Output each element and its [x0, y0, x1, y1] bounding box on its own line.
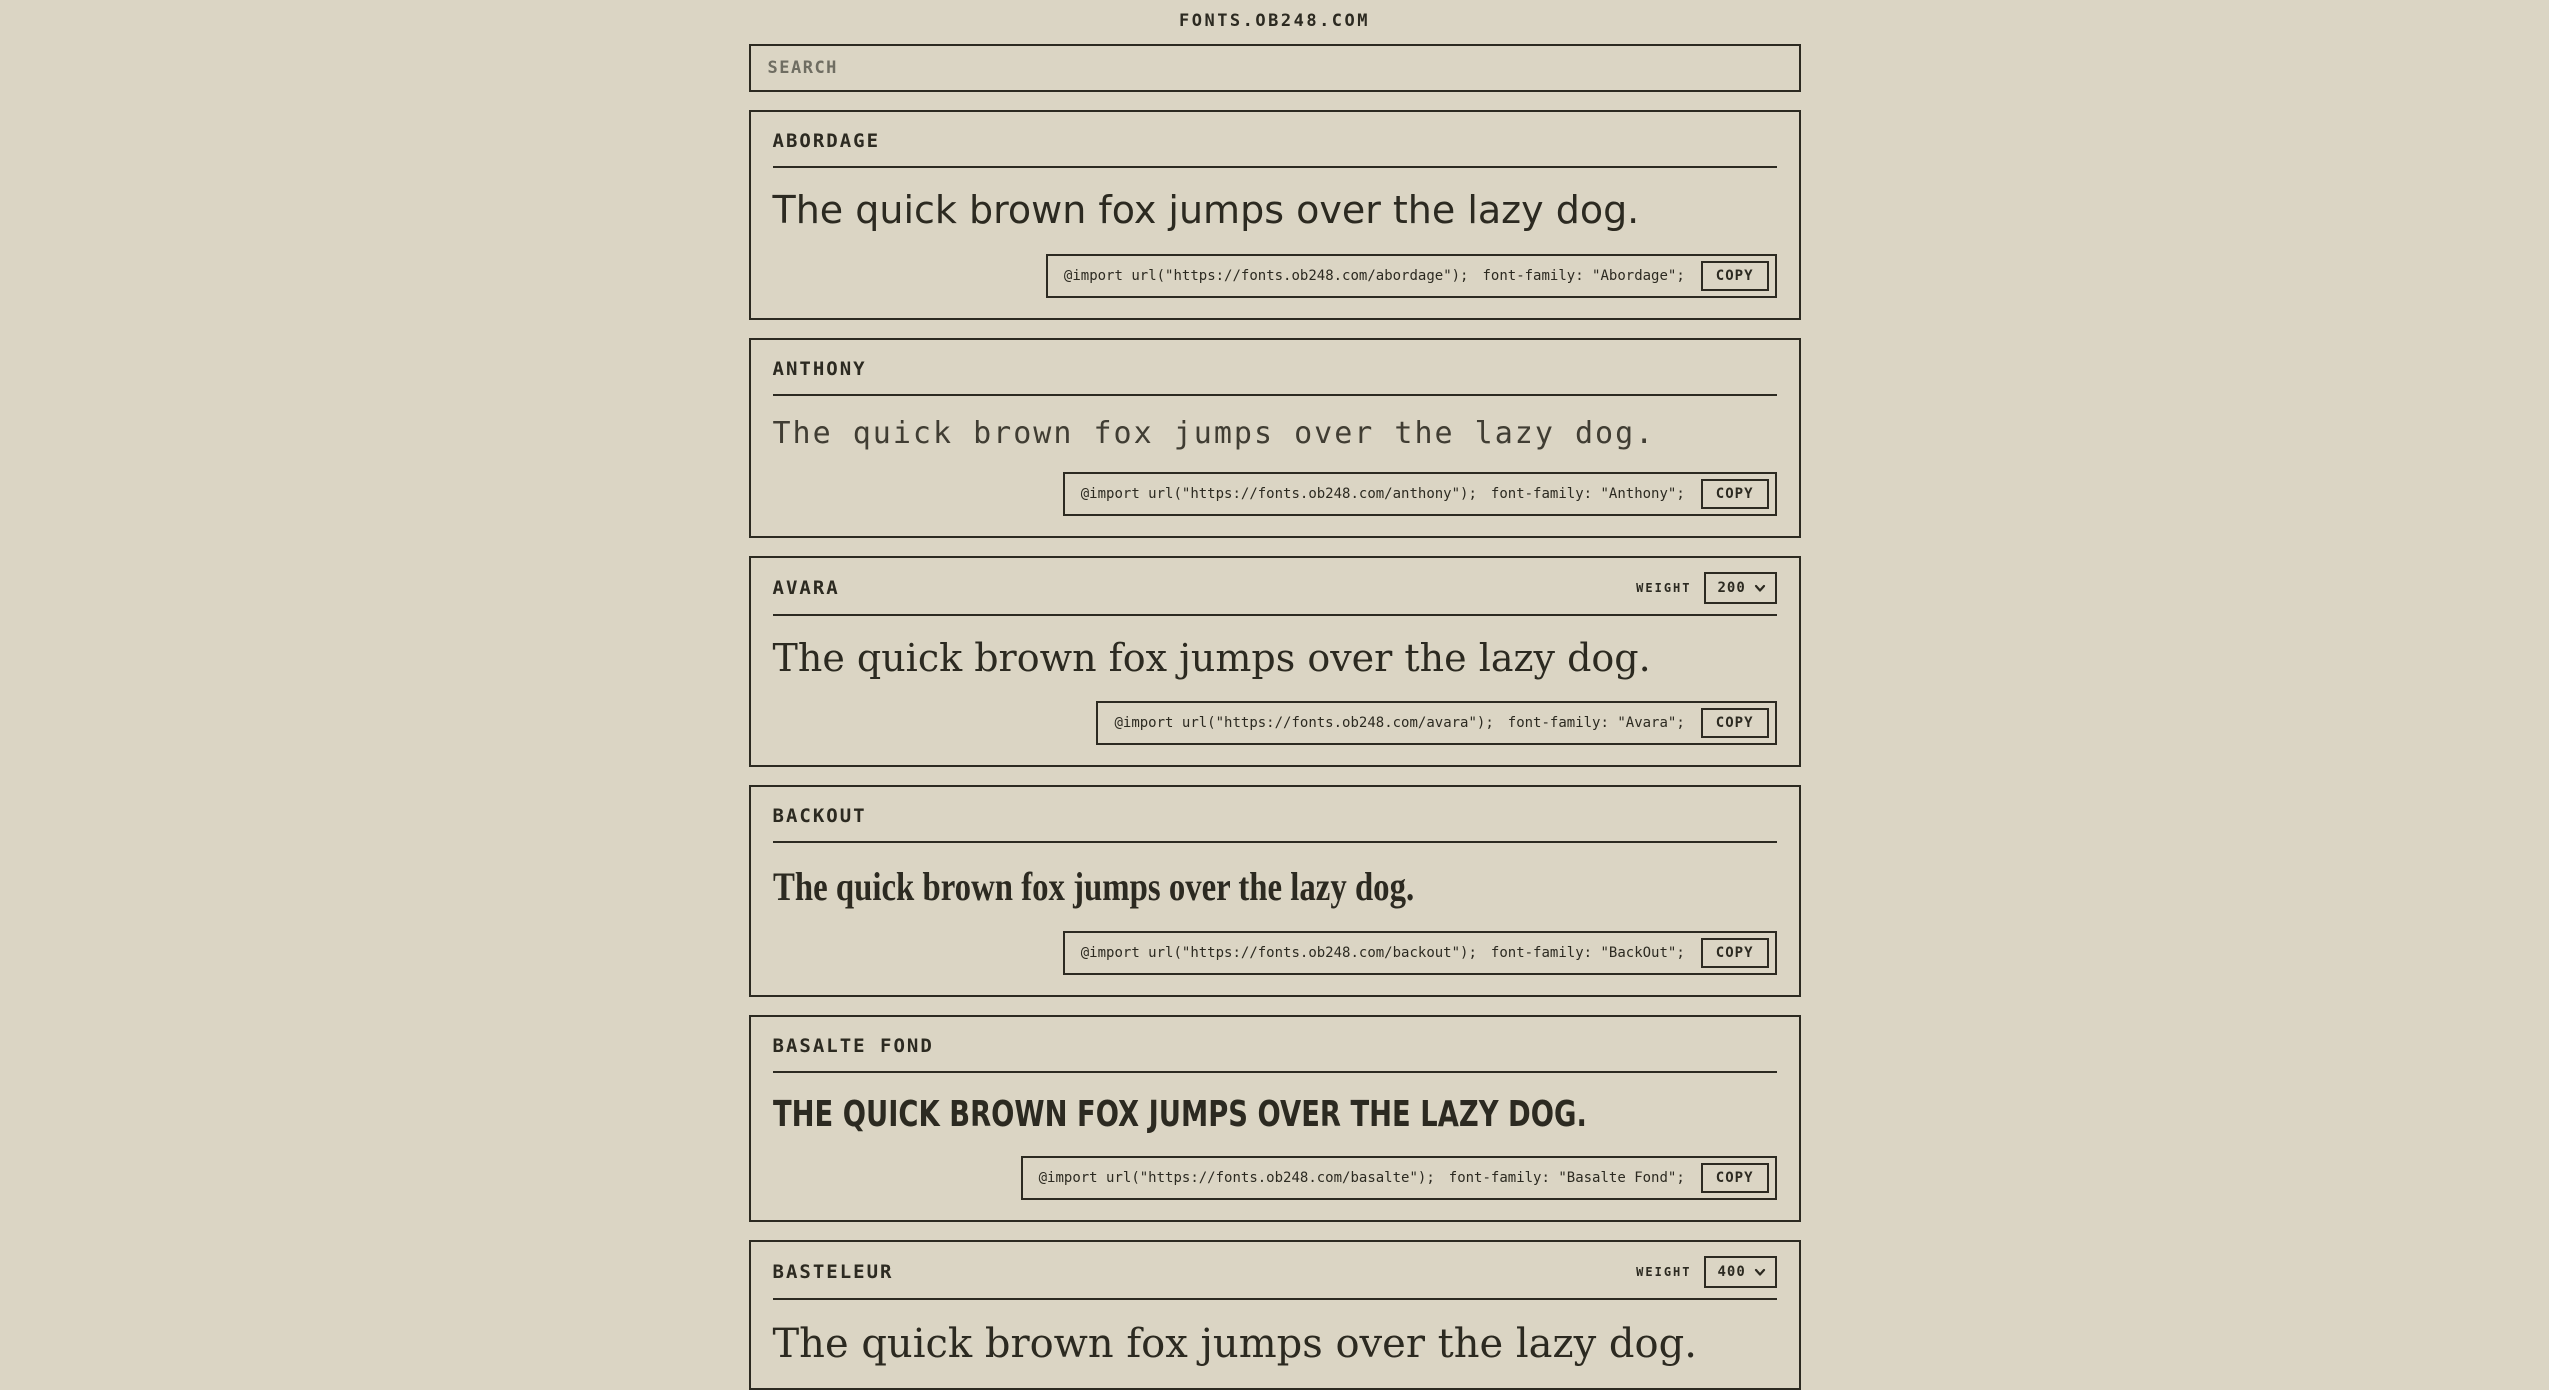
- font-card-anthony: [749, 338, 1801, 538]
- font-sample: The quick brown fox jumps over the lazy dog.: [772, 864, 1414, 910]
- snippet-box: [1096, 701, 1776, 745]
- copy-button[interactable]: COPY: [1701, 938, 1769, 968]
- card-header: [773, 354, 1777, 384]
- chevron-down-icon: [1753, 581, 1767, 595]
- weight-select[interactable]: [1714, 1262, 1751, 1282]
- import-code: @import url("https://fonts.ob248.com/backout"); font-family: "BackOut";: [1080, 945, 1685, 962]
- font-name: AVARA: [772, 576, 840, 599]
- font-card-backout: [749, 785, 1801, 997]
- snippet-row: [773, 254, 1777, 298]
- font-card-avara: [749, 556, 1801, 768]
- divider: [773, 394, 1777, 396]
- font-name: BACKOUT: [772, 805, 867, 828]
- weight-label: WEIGHT: [1636, 1265, 1692, 1280]
- font-name: ABORDAGE: [772, 130, 881, 152]
- snippet-box: [1046, 254, 1777, 298]
- site-title: FONTS.OB248.COM: [1178, 11, 1371, 31]
- snippet-box: [1063, 472, 1777, 516]
- weight-select[interactable]: [1714, 578, 1751, 598]
- weight-control: [1636, 1256, 1776, 1288]
- divider: [773, 841, 1777, 843]
- copy-button[interactable]: COPY: [1701, 261, 1769, 291]
- card-header: [773, 126, 1777, 156]
- import-code: @import url("https://fonts.ob248.com/abordage"); font-family: "Abordage";: [1063, 267, 1685, 284]
- font-card-basteleur: [749, 1240, 1801, 1390]
- import-code: @import url("https://fonts.ob248.com/avara"); font-family: "Avara";: [1114, 715, 1685, 732]
- weight-control: [1636, 572, 1776, 604]
- snippet-box: [1021, 1156, 1777, 1200]
- card-header: [773, 801, 1777, 831]
- search-input[interactable]: [749, 44, 1801, 92]
- snippet-row: [773, 931, 1777, 975]
- font-name: ANTHONY: [772, 357, 867, 380]
- copy-button[interactable]: COPY: [1701, 708, 1769, 738]
- weight-label: WEIGHT: [1636, 580, 1692, 595]
- font-name: BASTELEUR: [772, 1261, 894, 1284]
- import-code: @import url("https://fonts.ob248.com/anthony"); font-family: "Anthony";: [1080, 485, 1685, 502]
- snippet-row: [773, 472, 1777, 516]
- card-header: [773, 1256, 1777, 1288]
- card-header: [773, 1031, 1777, 1061]
- chevron-down-icon: [1753, 1265, 1767, 1279]
- font-sample: The quick brown fox jumps over the lazy dog.: [772, 635, 1651, 680]
- font-sample: THE QUICK BROWN FOX JUMPS OVER THE LAZY DOG.: [772, 1094, 1587, 1136]
- font-sample: The quick brown fox jumps over the lazy dog.: [772, 188, 1640, 232]
- import-code: @import url("https://fonts.ob248.com/basalte"); font-family: "Basalte Fond";: [1038, 1170, 1685, 1187]
- weight-select-box: [1704, 572, 1777, 604]
- font-card-basalte-fond: [749, 1015, 1801, 1222]
- divider: [773, 1298, 1777, 1300]
- font-sample: The quick brown fox jumps over the lazy dog.: [772, 1321, 1697, 1368]
- divider: [773, 1071, 1777, 1073]
- divider: [773, 166, 1777, 168]
- copy-button[interactable]: COPY: [1701, 1163, 1769, 1193]
- font-sample: The quick brown fox jumps over the lazy dog.: [772, 415, 1656, 451]
- card-header: [773, 572, 1777, 604]
- weight-select-box: [1704, 1256, 1777, 1288]
- snippet-row: [773, 701, 1777, 745]
- search-bar: [749, 44, 1801, 92]
- divider: [773, 614, 1777, 616]
- snippet-row: [773, 1156, 1777, 1200]
- font-card-abordage: [749, 110, 1801, 320]
- copy-button[interactable]: COPY: [1701, 479, 1769, 509]
- font-name: BASALTE FOND: [772, 1035, 934, 1058]
- snippet-box: [1063, 931, 1777, 975]
- page: [749, 0, 1801, 1390]
